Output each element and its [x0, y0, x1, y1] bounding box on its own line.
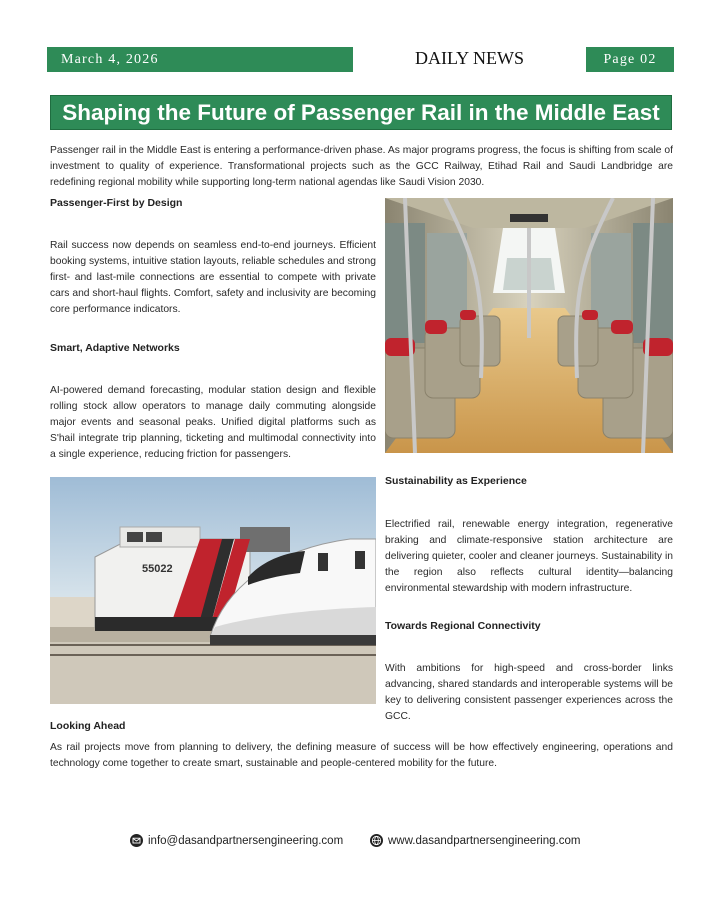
section-body-passenger-first: Rail success now depends on seamless end-to-end journeys. Efficient booking systems, intuitive station layouts, reliable schedules and strong first- and last-mile connections are essential to compete with private cars and short-haul flights. Comfort, safety and inclusivity are becoming core performance indicators. — [50, 240, 376, 315]
email-icon — [130, 834, 143, 847]
section-heading-sustainability: Sustainability as Experience — [385, 475, 527, 487]
section-body-looking-ahead: As rail projects move from planning to delivery, the defining measure of success will be how effectively engineering, operations and technology come together to create smart, sustainable and people-centered mobility for the future. — [50, 742, 673, 769]
section-body-sustainability: Electrified rail, renewable energy integration, regenerative braking and climate-responsive station architecture are delivering quieter, cooler and cleaner journeys. Sustainability in the region also reflects cultural identity—balancing environmental stewardship with modern infrastructure. — [385, 519, 673, 594]
globe-icon — [370, 834, 383, 847]
page-number-banner — [586, 47, 674, 72]
footer-email[interactable] — [130, 834, 343, 847]
locomotive-number: 55022 — [142, 563, 173, 575]
footer — [0, 834, 720, 856]
issue-date: March 4, 2026 — [61, 51, 159, 67]
footer-website-text: www.dasandpartnersengineering.com — [388, 834, 581, 847]
article-intro: Passenger rail in the Middle East is entering a performance-driven phase. As major programs progress, the focus is shifting from scale of investment to quality of experience. Transformational projects such as the GCC Railway, Etihad Rail and Saudi Landbridge are redefining regional mobility while supporting long-term national agendas like Saudi Vision 2030. — [50, 145, 673, 188]
trains-exterior-photo — [50, 477, 376, 704]
section-body-regional-connectivity: With ambitions for high-speed and cross-border links advancing, shared standards and interoperable systems will be key to delivering consistent passenger experiences across the GCC. — [385, 663, 673, 722]
footer-email-text: info@dasandpartnersengineering.com — [148, 834, 344, 847]
section-heading-passenger-first: Passenger-First by Design — [50, 197, 183, 209]
section-body-smart-networks: AI-powered demand forecasting, modular station design and flexible rolling stock allow operators to manage daily commuting alongside major events and seasonal peaks. Unified digital platforms such as S'hail integrate trip planning, ticketing and multimodal connectivity into a single experience, reducing friction for passengers. — [50, 385, 376, 460]
date-banner — [47, 47, 353, 72]
footer-website[interactable] — [370, 834, 580, 847]
masthead: DAILY NEWS — [414, 48, 524, 68]
section-heading-smart-networks: Smart, Adaptive Networks — [50, 342, 180, 354]
section-heading-regional-connectivity: Towards Regional Connectivity — [385, 620, 541, 632]
train-interior-photo — [385, 198, 673, 453]
section-heading-looking-ahead: Looking Ahead — [50, 720, 126, 732]
article-headline: Shaping the Future of Passenger Rail in the Middle East — [50, 95, 672, 130]
page-number: Page 02 — [603, 51, 657, 67]
